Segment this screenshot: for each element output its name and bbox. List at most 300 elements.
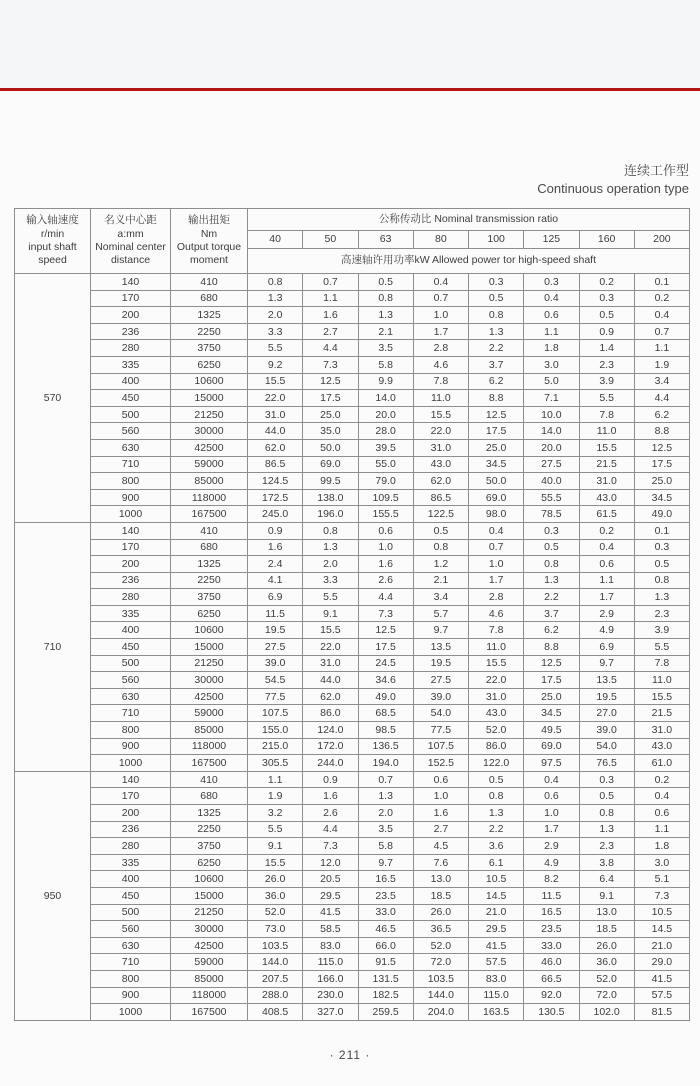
torque-cell: 3750 (171, 838, 248, 855)
power-cell: 109.5 (358, 489, 413, 506)
power-cell: 144.0 (248, 954, 303, 971)
power-cell: 0.5 (634, 556, 689, 573)
power-cell: 27.5 (248, 639, 303, 656)
power-cell: 0.2 (634, 771, 689, 788)
power-cell: 36.0 (579, 954, 634, 971)
power-cell: 0.7 (303, 274, 358, 291)
power-cell: 1.9 (248, 788, 303, 805)
header-output-torque-en1: Output torque (176, 241, 242, 253)
power-cell: 34.6 (358, 672, 413, 689)
torque-cell: 21250 (171, 904, 248, 921)
power-cell: 26.0 (248, 871, 303, 888)
power-cell: 1.1 (634, 821, 689, 838)
header-ratio-title: 公称传动比 Nominal transmission ratio (248, 209, 690, 231)
distance-cell: 500 (91, 904, 171, 921)
power-cell: 49.5 (524, 722, 579, 739)
power-cell: 1.1 (303, 290, 358, 307)
torque-cell: 167500 (171, 755, 248, 772)
distance-cell: 500 (91, 406, 171, 423)
distance-cell: 1000 (91, 506, 171, 523)
torque-cell: 85000 (171, 970, 248, 987)
power-cell: 41.5 (303, 904, 358, 921)
power-cell: 0.4 (413, 274, 468, 291)
power-cell: 3.3 (303, 572, 358, 589)
power-cell: 7.3 (303, 356, 358, 373)
power-cell: 27.5 (413, 672, 468, 689)
distance-cell: 900 (91, 738, 171, 755)
table-row (15, 556, 690, 573)
power-cell: 57.5 (469, 954, 524, 971)
power-cell: 0.3 (469, 274, 524, 291)
power-cell: 49.0 (358, 688, 413, 705)
table-row (15, 356, 690, 373)
power-cell: 12.5 (358, 622, 413, 639)
power-cell: 1.9 (634, 356, 689, 373)
distance-cell: 800 (91, 722, 171, 739)
table-row (15, 722, 690, 739)
power-cell: 2.2 (469, 821, 524, 838)
power-cell: 0.5 (413, 522, 468, 539)
power-cell: 0.8 (634, 572, 689, 589)
torque-cell: 15000 (171, 639, 248, 656)
torque-cell: 680 (171, 539, 248, 556)
power-cell: 66.5 (524, 970, 579, 987)
header-center-distance (91, 209, 171, 274)
power-cell: 15.5 (469, 655, 524, 672)
power-cell: 1.3 (303, 539, 358, 556)
power-cell: 86.0 (469, 738, 524, 755)
table-row (15, 987, 690, 1004)
power-cell: 0.2 (579, 274, 634, 291)
power-cell: 0.6 (524, 307, 579, 324)
torque-cell: 167500 (171, 506, 248, 523)
header-center-distance-unit: a:mm (117, 227, 144, 240)
torque-cell: 2250 (171, 323, 248, 340)
power-cell: 0.8 (413, 539, 468, 556)
power-cell: 103.5 (413, 970, 468, 987)
red-divider-line (0, 88, 700, 91)
power-cell: 72.0 (413, 954, 468, 971)
distance-cell: 335 (91, 356, 171, 373)
distance-cell: 200 (91, 556, 171, 573)
power-cell: 20.0 (524, 439, 579, 456)
distance-cell: 400 (91, 373, 171, 390)
power-cell: 1.7 (579, 589, 634, 606)
torque-cell: 59000 (171, 954, 248, 971)
power-cell: 172.0 (303, 738, 358, 755)
power-cell: 17.5 (469, 423, 524, 440)
power-cell: 5.5 (579, 390, 634, 407)
power-cell: 5.5 (248, 821, 303, 838)
power-cell: 11.5 (248, 605, 303, 622)
distance-cell: 335 (91, 605, 171, 622)
power-cell: 15.5 (579, 439, 634, 456)
table-row (15, 838, 690, 855)
distance-cell: 800 (91, 970, 171, 987)
power-cell: 4.9 (524, 854, 579, 871)
power-cell: 1.3 (358, 307, 413, 324)
torque-cell: 118000 (171, 489, 248, 506)
torque-cell: 3750 (171, 340, 248, 357)
power-cell: 0.4 (524, 771, 579, 788)
power-cell: 86.0 (303, 705, 358, 722)
power-cell: 4.6 (469, 605, 524, 622)
table-row (15, 506, 690, 523)
distance-cell: 140 (91, 522, 171, 539)
power-cell: 0.5 (469, 771, 524, 788)
table-row (15, 688, 690, 705)
table-row (15, 522, 690, 539)
power-cell: 61.0 (634, 755, 689, 772)
power-cell: 0.1 (634, 522, 689, 539)
torque-cell: 1325 (171, 805, 248, 822)
power-cell: 259.5 (358, 1004, 413, 1021)
power-cell: 0.4 (469, 522, 524, 539)
power-cell: 20.5 (303, 871, 358, 888)
power-cell: 68.5 (358, 705, 413, 722)
power-cell: 11.0 (469, 639, 524, 656)
power-cell: 0.6 (524, 788, 579, 805)
torque-cell: 10600 (171, 871, 248, 888)
header-output-torque-unit: Nm (200, 227, 218, 240)
power-cell: 166.0 (303, 970, 358, 987)
power-cell: 0.8 (248, 274, 303, 291)
power-cell: 4.1 (248, 572, 303, 589)
torque-cell: 680 (171, 290, 248, 307)
power-cell: 50.0 (303, 439, 358, 456)
power-cell: 5.5 (303, 589, 358, 606)
distance-cell: 335 (91, 854, 171, 871)
power-cell: 10.5 (469, 871, 524, 888)
ratio-col-200: 200 (634, 231, 689, 249)
power-cell: 26.0 (413, 904, 468, 921)
power-cell: 172.5 (248, 489, 303, 506)
power-cell: 8.8 (634, 423, 689, 440)
table-row (15, 589, 690, 606)
title-english: Continuous operation type (537, 180, 689, 196)
distance-cell: 560 (91, 423, 171, 440)
power-cell: 0.1 (634, 274, 689, 291)
torque-cell: 85000 (171, 473, 248, 490)
power-cell: 122.5 (413, 506, 468, 523)
power-cell: 31.0 (248, 406, 303, 423)
power-cell: 3.0 (524, 356, 579, 373)
power-cell: 4.4 (303, 821, 358, 838)
power-cell: 36.5 (413, 921, 468, 938)
power-cell: 2.9 (524, 838, 579, 855)
power-cell: 0.4 (634, 788, 689, 805)
power-cell: 2.8 (469, 589, 524, 606)
power-cell: 0.2 (579, 522, 634, 539)
power-cell: 19.5 (579, 688, 634, 705)
torque-cell: 21250 (171, 406, 248, 423)
power-cell: 0.4 (634, 307, 689, 324)
power-cell: 1.3 (469, 323, 524, 340)
power-cell: 69.0 (524, 738, 579, 755)
page-heading (537, 162, 689, 197)
power-cell: 0.7 (358, 771, 413, 788)
power-cell: 102.0 (579, 1004, 634, 1021)
distance-cell: 236 (91, 323, 171, 340)
torque-cell: 6250 (171, 854, 248, 871)
distance-cell: 1000 (91, 1004, 171, 1021)
power-cell: 54.0 (413, 705, 468, 722)
power-cell: 31.0 (303, 655, 358, 672)
power-cell: 1.2 (413, 556, 468, 573)
power-cell: 1.1 (634, 340, 689, 357)
power-cell: 1.3 (524, 572, 579, 589)
power-cell: 25.0 (524, 688, 579, 705)
table-row (15, 274, 690, 291)
power-cell: 21.0 (469, 904, 524, 921)
power-cell: 5.7 (413, 605, 468, 622)
power-cell: 194.0 (358, 755, 413, 772)
power-cell: 27.0 (579, 705, 634, 722)
distance-cell: 560 (91, 672, 171, 689)
distance-cell: 900 (91, 489, 171, 506)
table-row (15, 788, 690, 805)
power-cell: 5.8 (358, 356, 413, 373)
power-cell: 52.0 (248, 904, 303, 921)
power-cell: 144.0 (413, 987, 468, 1004)
power-cell: 86.5 (248, 456, 303, 473)
power-cell: 3.2 (248, 805, 303, 822)
header-output-torque-en2: moment (190, 254, 228, 267)
power-cell: 10.5 (634, 904, 689, 921)
distance-cell: 170 (91, 539, 171, 556)
power-cell: 9.1 (303, 605, 358, 622)
power-cell: 0.9 (303, 771, 358, 788)
header-input-speed-cn: 输入轴速度 (26, 214, 79, 227)
power-cell: 97.5 (524, 755, 579, 772)
torque-cell: 30000 (171, 423, 248, 440)
power-cell: 4.4 (634, 390, 689, 407)
torque-cell: 30000 (171, 921, 248, 938)
power-cell: 408.5 (248, 1004, 303, 1021)
power-cell: 7.3 (634, 887, 689, 904)
power-cell: 207.5 (248, 970, 303, 987)
power-cell: 29.5 (469, 921, 524, 938)
table-row (15, 489, 690, 506)
speed-group-cell: 710 (15, 522, 91, 771)
power-cell: 0.7 (469, 539, 524, 556)
power-cell: 15.5 (413, 406, 468, 423)
torque-cell: 30000 (171, 672, 248, 689)
power-cell: 288.0 (248, 987, 303, 1004)
power-cell: 2.3 (579, 356, 634, 373)
distance-cell: 450 (91, 887, 171, 904)
power-cell: 5.1 (634, 871, 689, 888)
power-cell: 35.0 (303, 423, 358, 440)
power-cell: 0.5 (469, 290, 524, 307)
torque-cell: 118000 (171, 987, 248, 1004)
power-cell: 0.5 (579, 307, 634, 324)
torque-cell: 167500 (171, 1004, 248, 1021)
power-cell: 4.5 (413, 838, 468, 855)
power-cell: 79.0 (358, 473, 413, 490)
distance-cell: 710 (91, 456, 171, 473)
ratio-col-80: 80 (413, 231, 468, 249)
power-cell: 182.5 (358, 987, 413, 1004)
torque-cell: 59000 (171, 705, 248, 722)
power-cell: 15.5 (248, 373, 303, 390)
power-cell: 55.5 (524, 489, 579, 506)
distance-cell: 450 (91, 390, 171, 407)
table-row (15, 871, 690, 888)
power-cell: 39.5 (358, 439, 413, 456)
distance-cell: 280 (91, 340, 171, 357)
power-cell: 3.5 (358, 821, 413, 838)
table-row (15, 921, 690, 938)
power-cell: 136.5 (358, 738, 413, 755)
table-row (15, 771, 690, 788)
power-cell: 9.1 (248, 838, 303, 855)
power-cell: 1.3 (358, 788, 413, 805)
table-row (15, 755, 690, 772)
distance-cell: 280 (91, 589, 171, 606)
power-cell: 17.5 (358, 639, 413, 656)
power-cell: 3.6 (469, 838, 524, 855)
table-row (15, 605, 690, 622)
distance-cell: 900 (91, 987, 171, 1004)
power-cell: 115.0 (469, 987, 524, 1004)
torque-cell: 42500 (171, 937, 248, 954)
power-cell: 12.5 (469, 406, 524, 423)
power-cell: 7.8 (469, 622, 524, 639)
power-cell: 23.5 (524, 921, 579, 938)
power-cell: 1.7 (413, 323, 468, 340)
power-cell: 1.0 (413, 307, 468, 324)
table-row (15, 406, 690, 423)
table-row (15, 439, 690, 456)
power-cell: 43.0 (579, 489, 634, 506)
table-row (15, 821, 690, 838)
distance-cell: 630 (91, 688, 171, 705)
page-number: · 211 · (329, 1048, 371, 1062)
power-cell: 3.9 (579, 373, 634, 390)
header-input-speed-en1: input shaft (28, 241, 77, 253)
power-cell: 6.1 (469, 854, 524, 871)
power-cell: 1.0 (413, 788, 468, 805)
power-cell: 13.5 (579, 672, 634, 689)
power-cell: 25.0 (469, 439, 524, 456)
power-cell: 11.0 (579, 423, 634, 440)
power-cell: 20.0 (358, 406, 413, 423)
power-cell: 2.1 (358, 323, 413, 340)
table-row (15, 954, 690, 971)
power-cell: 244.0 (303, 755, 358, 772)
power-cell: 25.0 (303, 406, 358, 423)
power-cell: 43.0 (413, 456, 468, 473)
speed-group-cell: 570 (15, 274, 91, 523)
table-row (15, 473, 690, 490)
power-cell: 2.0 (248, 307, 303, 324)
power-cell: 9.7 (413, 622, 468, 639)
power-cell: 155.5 (358, 506, 413, 523)
power-cell: 6.2 (634, 406, 689, 423)
power-cell: 1.6 (248, 539, 303, 556)
ratio-col-125: 125 (524, 231, 579, 249)
power-cell: 1.8 (634, 838, 689, 855)
power-cell: 5.5 (634, 639, 689, 656)
power-cell: 12.0 (303, 854, 358, 871)
table-row (15, 290, 690, 307)
power-cell: 2.2 (469, 340, 524, 357)
table-row (15, 1004, 690, 1021)
power-cell: 6.9 (579, 639, 634, 656)
table-row (15, 639, 690, 656)
distance-cell: 200 (91, 307, 171, 324)
distance-cell: 170 (91, 788, 171, 805)
power-cell: 39.0 (413, 688, 468, 705)
power-cell: 9.7 (579, 655, 634, 672)
power-cell: 3.3 (248, 323, 303, 340)
power-cell: 77.5 (248, 688, 303, 705)
power-cell: 3.7 (524, 605, 579, 622)
power-cell: 17.5 (634, 456, 689, 473)
power-cell: 11.0 (634, 672, 689, 689)
power-cell: 0.7 (634, 323, 689, 340)
power-cell: 21.0 (634, 937, 689, 954)
power-cell: 98.5 (358, 722, 413, 739)
header-power-title: 高速轴许用功率kW Allowed power tor high-speed shaft (248, 249, 690, 274)
power-cell: 0.6 (634, 805, 689, 822)
power-cell: 14.5 (634, 921, 689, 938)
power-cell: 15.5 (634, 688, 689, 705)
power-cell: 49.0 (634, 506, 689, 523)
power-cell: 31.0 (579, 473, 634, 490)
torque-cell: 59000 (171, 456, 248, 473)
distance-cell: 400 (91, 871, 171, 888)
power-cell: 4.6 (413, 356, 468, 373)
power-cell: 215.0 (248, 738, 303, 755)
power-cell: 3.4 (634, 373, 689, 390)
table-row (15, 970, 690, 987)
power-cell: 2.6 (358, 572, 413, 589)
power-cell: 73.0 (248, 921, 303, 938)
power-cell: 22.0 (469, 672, 524, 689)
power-cell: 4.9 (579, 622, 634, 639)
power-cell: 1.7 (524, 821, 579, 838)
power-cell: 0.5 (579, 788, 634, 805)
torque-cell: 2250 (171, 821, 248, 838)
title-chinese: 连续工作型 (623, 163, 689, 178)
power-cell: 0.8 (469, 307, 524, 324)
power-cell: 31.0 (469, 688, 524, 705)
power-cell: 196.0 (303, 506, 358, 523)
power-cell: 3.0 (634, 854, 689, 871)
power-cell: 31.0 (634, 722, 689, 739)
torque-cell: 10600 (171, 622, 248, 639)
power-cell: 0.8 (469, 788, 524, 805)
power-cell: 103.5 (248, 937, 303, 954)
power-cell: 16.5 (524, 904, 579, 921)
power-cell: 57.5 (634, 987, 689, 1004)
table-row (15, 390, 690, 407)
power-cell: 8.8 (469, 390, 524, 407)
power-cell: 27.5 (524, 456, 579, 473)
power-cell: 9.9 (358, 373, 413, 390)
power-cell: 124.0 (303, 722, 358, 739)
power-cell: 66.0 (358, 937, 413, 954)
power-cell: 22.0 (413, 423, 468, 440)
power-cell: 1.3 (634, 589, 689, 606)
power-cell: 52.0 (579, 970, 634, 987)
power-cell: 22.0 (248, 390, 303, 407)
torque-cell: 15000 (171, 887, 248, 904)
power-cell: 83.0 (303, 937, 358, 954)
power-cell: 7.8 (413, 373, 468, 390)
